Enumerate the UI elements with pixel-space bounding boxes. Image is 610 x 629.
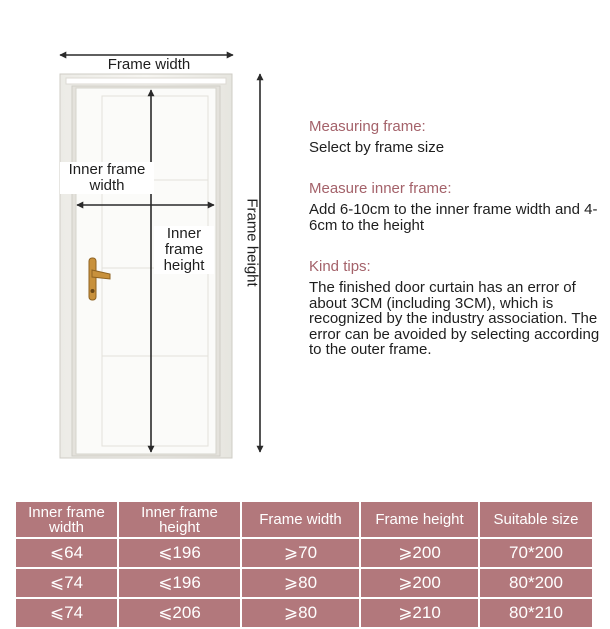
info-body: The finished door curtain has an error of about 3CM (including 3CM), which is recognized by the industry association. The error can be avoided by selecting according to the outer frame.: [309, 279, 600, 358]
table-cell: ⩾80: [241, 598, 360, 628]
header-frame-width: Frame width: [241, 501, 360, 538]
info-heading: Measure inner frame:: [309, 180, 452, 197]
table-cell: 80*200: [479, 568, 593, 598]
table-cell: ⩽196: [118, 568, 241, 598]
table-cell: ⩽64: [15, 538, 118, 568]
table-cell: ⩾70: [241, 538, 360, 568]
info-body: Select by frame size: [309, 139, 445, 156]
table-cell: 70*200: [479, 538, 593, 568]
table-cell: ⩽206: [118, 598, 241, 628]
table-cell: ⩽74: [15, 598, 118, 628]
inner-frame-width-label: Inner frame width: [60, 162, 154, 194]
info-heading: Kind tips:: [309, 258, 371, 275]
table-row: [15, 538, 593, 568]
info-heading: Measuring frame:: [309, 118, 426, 135]
table-cell: ⩾200: [360, 568, 479, 598]
table-cell: ⩽74: [15, 568, 118, 598]
header-inner-frame-height: Inner frame height: [118, 501, 241, 538]
table-row: [15, 568, 593, 598]
info-section-kind-tips: [309, 258, 609, 358]
table-cell: ⩾80: [241, 568, 360, 598]
header-frame-height: Frame height: [360, 501, 479, 538]
info-section-inner-frame: [309, 180, 609, 233]
frame-width-label: Frame width: [96, 57, 202, 73]
table-cell: 80*210: [479, 598, 593, 628]
info-body: Add 6-10cm to the inner frame width and 4-6cm to the height: [309, 201, 598, 234]
inner-frame-height-label: Inner frame height: [154, 226, 214, 274]
table-row: [15, 598, 593, 628]
table-cell: ⩾200: [360, 538, 479, 568]
frame-height-label: Frame height: [243, 198, 261, 287]
header-suitable-size: Suitable size: [479, 501, 593, 538]
header-inner-frame-width: Inner frame width: [15, 501, 118, 538]
table-cell: ⩾210: [360, 598, 479, 628]
table-cell: ⩽196: [118, 538, 241, 568]
info-section-measuring-frame: [309, 118, 609, 156]
table-header-row: [15, 501, 593, 538]
